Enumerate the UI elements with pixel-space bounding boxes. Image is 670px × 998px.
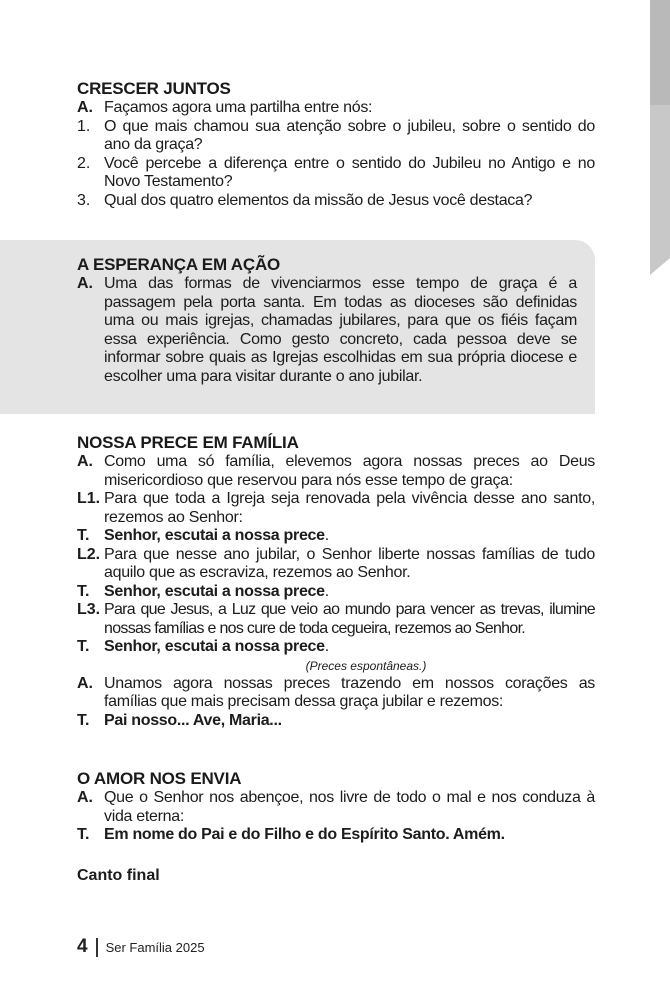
final-song-label: Canto final: [77, 867, 160, 884]
response-text: Em nome do Pai e do Filho e do Espírito Santo. Amém.: [104, 826, 505, 843]
section-canto-final: [0, 866, 595, 886]
item-marker: L1.: [77, 490, 101, 507]
response-text: Senhor, escutai a nossa prece: [104, 582, 325, 600]
item-marker: A.: [77, 789, 93, 806]
section-title: O AMOR NOS ENVIA: [77, 769, 242, 788]
response-text: Senhor, escutai a nossa prece: [104, 527, 325, 544]
response-text: Senhor, escutai a nossa prece: [104, 638, 325, 655]
response-period: .: [324, 527, 329, 544]
section-nossa-prece: [0, 432, 595, 730]
response-period: .: [324, 582, 329, 600]
item-marker: T.: [77, 711, 90, 729]
page-number: 4: [77, 936, 88, 957]
item-text: Façamos agora uma partilha entre nós:: [104, 99, 373, 116]
item-text: O que mais chamou sua atenção sobre o jubileu, sobre o sentido do ano da graça?: [104, 117, 595, 153]
section-o-amor-nos-envia: [0, 768, 595, 845]
rubric-note: (Preces espontâneas.): [305, 658, 427, 673]
item-marker: A.: [77, 453, 93, 470]
item-marker: A.: [77, 674, 93, 692]
list-item: [77, 453, 595, 490]
list-item: [77, 490, 595, 527]
response-line: [77, 638, 595, 657]
response-text: Pai nosso... Ave, Maria...: [104, 711, 282, 729]
list-item: [77, 192, 595, 211]
section-esperanca-em-acao: [0, 240, 595, 414]
item-text: Como uma só família, elevemos agora nossas preces ao Deus misericordioso que reservou para nós esse tempo de graça:: [104, 453, 595, 489]
response-period: .: [324, 638, 329, 655]
item-marker: T.: [77, 826, 90, 843]
publication-name: Ser Família 2025: [105, 939, 205, 955]
list-item: [77, 118, 595, 155]
list-item: [77, 275, 577, 386]
edge-tab-marker: [650, 0, 670, 275]
item-marker: T.: [77, 638, 90, 655]
item-marker: T.: [77, 527, 90, 544]
list-item: [77, 99, 595, 118]
list-item: [77, 675, 595, 712]
section-title: CRESCER JUNTOS: [77, 79, 231, 98]
item-marker: L2.: [77, 545, 101, 563]
list-item: [77, 155, 595, 192]
item-marker: 2.: [77, 154, 91, 172]
list-item: [77, 546, 595, 583]
item-text: Unamos agora nossas preces trazendo em nossos corações as famílias que mais precisam dessa graça jubilar e rezemos:: [104, 674, 595, 710]
item-marker: 1.: [77, 117, 91, 135]
response-line: [77, 583, 595, 602]
item-text: Você percebe a diferença entre o sentido do Jubileu no Antigo e no Novo Testamento?: [104, 154, 595, 190]
item-text: Qual dos quatro elementos da missão de Jesus você destaca?: [104, 191, 533, 209]
item-text: Que o Senhor nos abençoe, nos livre de todo o mal e nos conduza à vida eterna:: [104, 789, 595, 825]
item-marker: 3.: [77, 191, 91, 209]
item-marker: A.: [77, 99, 93, 116]
footer-divider: [96, 938, 98, 957]
response-line: [77, 712, 595, 731]
list-item: [77, 601, 595, 638]
page-footer: [77, 936, 205, 958]
section-title: A ESPERANÇA EM AÇÃO: [77, 255, 281, 274]
item-marker: T.: [77, 582, 90, 600]
item-text: Para que Jesus, a Luz que veio ao mundo para vencer as trevas, ilumine nossas famílias e nos cure de toda cegueira, rezemos ao Senhor.: [104, 601, 595, 637]
item-text: Uma das formas de vivenciarmos esse tempo de graça é a passagem pela porta santa. Em todas as dioceses são definidas uma ou mais igrejas, chamadas jubilares, para que os fiéis façam essa experiência. Como gesto concreto, cada pessoa deve se informar sobre quais as Igrejas escolhidas em sua própria diocese e escolher uma para visitar durante o ano jubilar.: [104, 275, 577, 385]
response-line: [77, 826, 595, 845]
section-crescer-juntos: [0, 78, 595, 210]
item-text: Para que nesse ano jubilar, o Senhor liberte nossas famílias de tudo aquilo que as escraviza, rezemos ao Senhor.: [104, 545, 595, 581]
item-marker: A.: [77, 275, 93, 292]
response-line: [77, 527, 595, 546]
item-text: Para que toda a Igreja seja renovada pela vivência desse ano santo, rezemos ao Senhor:: [104, 490, 595, 526]
section-title: NOSSA PRECE EM FAMÍLIA: [77, 433, 299, 452]
item-marker: L3.: [77, 601, 101, 618]
list-item: [77, 789, 595, 826]
